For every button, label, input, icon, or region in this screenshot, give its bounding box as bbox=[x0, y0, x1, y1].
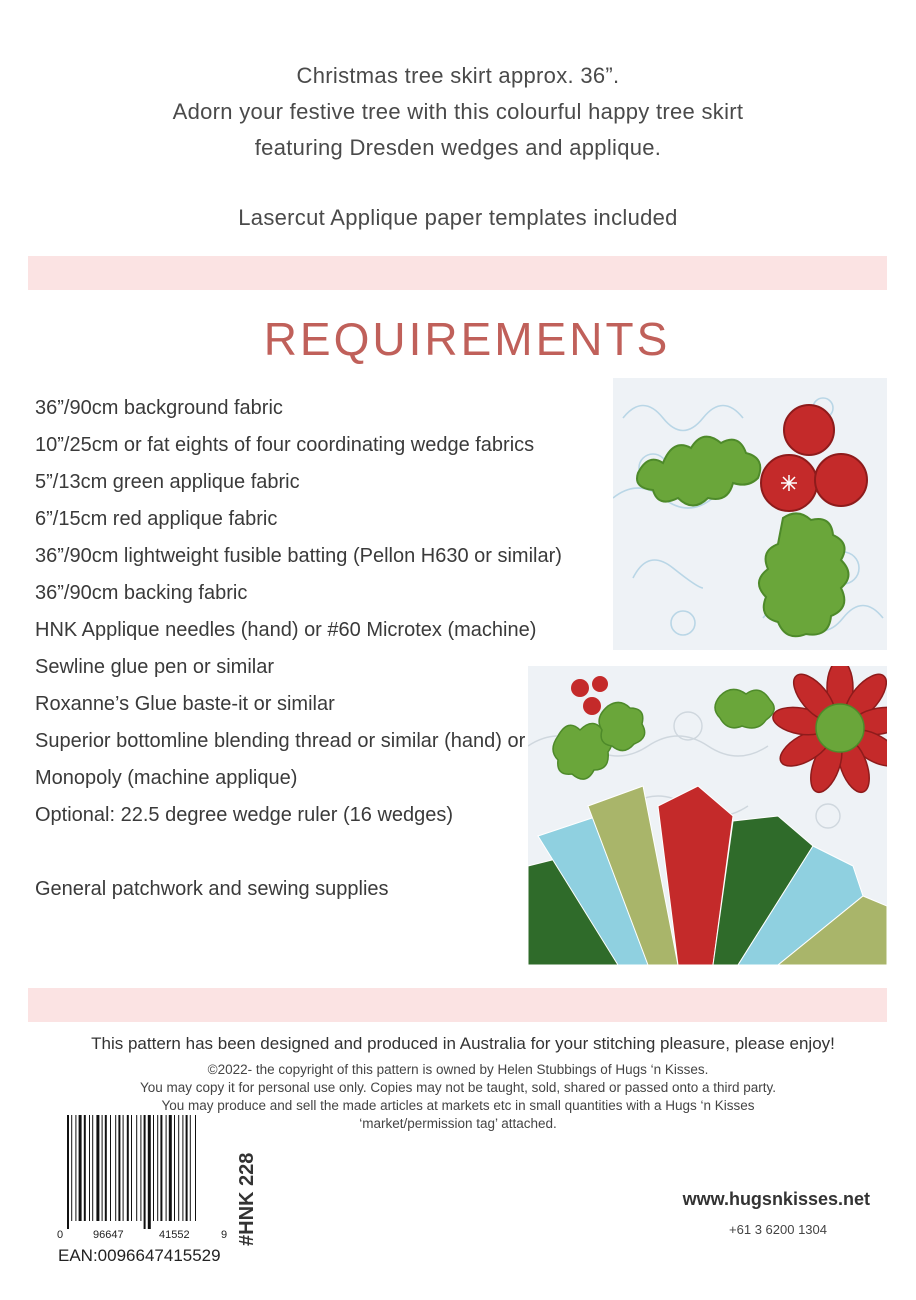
barcode-bar bbox=[96, 1115, 99, 1221]
dresden-illustration bbox=[528, 666, 887, 965]
barcode-bar bbox=[118, 1115, 120, 1221]
dresden-photo bbox=[528, 666, 887, 965]
list-item: Sewline glue pen or similar bbox=[35, 656, 275, 678]
barcode-bar bbox=[178, 1115, 179, 1221]
sku-label: #HNK 228 bbox=[236, 1152, 258, 1246]
top-divider-band bbox=[28, 256, 887, 290]
list-item: Optional: 22.5 degree wedge ruler (16 wedges) bbox=[35, 804, 454, 826]
requirements-list bbox=[35, 390, 562, 908]
barcode-bar bbox=[127, 1115, 129, 1221]
footer-message: This pattern has been designed and produced in Australia for your stitching pleasure, please enjoy! bbox=[91, 1034, 835, 1053]
barcode-bar bbox=[182, 1115, 183, 1221]
barcode-bar bbox=[136, 1115, 137, 1221]
barcode-digit-group-1: 96647 bbox=[93, 1229, 124, 1241]
holly-illustration bbox=[613, 378, 887, 650]
barcode bbox=[55, 1113, 235, 1243]
bottom-divider-band bbox=[28, 988, 887, 1022]
barcode-digit-group-2: 41552 bbox=[159, 1229, 190, 1241]
barcode-graphic bbox=[55, 1113, 235, 1243]
intro-line-3: featuring Dresden wedges and applique. bbox=[254, 135, 662, 160]
barcode-bar bbox=[166, 1115, 167, 1221]
barcode-bar bbox=[105, 1115, 107, 1221]
barcode-bar bbox=[190, 1115, 191, 1221]
barcode-bar bbox=[67, 1115, 69, 1229]
list-item: 10”/25cm or fat eights of four coordinating wedge fabrics bbox=[35, 434, 535, 456]
list-item: General patchwork and sewing supplies bbox=[35, 878, 389, 900]
copyright-line-4: ‘market/permission tag’ attached. bbox=[359, 1116, 557, 1131]
list-item: 36”/90cm backing fabric bbox=[35, 582, 248, 604]
barcode-bar bbox=[79, 1115, 82, 1221]
barcode-bar bbox=[131, 1115, 132, 1221]
barcode-bar bbox=[144, 1115, 146, 1229]
barcode-bar bbox=[123, 1115, 124, 1221]
barcode-bar bbox=[89, 1115, 90, 1221]
copyright-line-1: ©2022- the copyright of this pattern is owned by Helen Stubbings of Hugs ‘n Kisses. bbox=[207, 1062, 709, 1077]
barcode-bar bbox=[84, 1115, 86, 1221]
list-item: HNK Applique needles (hand) or #60 Microtex (machine) bbox=[35, 619, 537, 641]
list-item: Roxanne’s Glue baste-it or similar bbox=[35, 693, 335, 715]
barcode-bar bbox=[157, 1115, 158, 1221]
barcode-bar bbox=[148, 1115, 151, 1229]
barcode-digit-2: 9 bbox=[221, 1229, 228, 1241]
barcode-bar bbox=[174, 1115, 175, 1221]
barcode-bar bbox=[71, 1115, 72, 1221]
list-item: 6”/15cm red applique fabric bbox=[35, 508, 278, 530]
copyright-line-3: You may produce and sell the made articles at markets etc in small quantities with a Hugs ‘n Kisses bbox=[161, 1098, 755, 1113]
barcode-bar bbox=[186, 1115, 188, 1221]
intro-line-4: Lasercut Applique paper templates included bbox=[238, 205, 678, 230]
barcode-bar bbox=[153, 1115, 154, 1221]
intro-line-2: Adorn your festive tree with this colourful happy tree skirt bbox=[172, 99, 744, 124]
requirements-title: REQUIREMENTS bbox=[263, 313, 671, 365]
phone-number: +61 3 6200 1304 bbox=[729, 1222, 827, 1237]
holly-photo bbox=[613, 378, 887, 650]
ean-number: EAN:0096647415529 bbox=[58, 1246, 221, 1265]
intro-text bbox=[0, 58, 916, 236]
intro-line-1: Christmas tree skirt approx. 36”. bbox=[296, 63, 620, 88]
website-link[interactable]: www.hugsnkisses.net bbox=[682, 1189, 870, 1209]
barcode-bar bbox=[140, 1115, 141, 1221]
barcode-bar bbox=[75, 1115, 76, 1221]
barcode-bar bbox=[102, 1115, 103, 1221]
barcode-bar bbox=[195, 1115, 196, 1221]
list-item: 5”/13cm green applique fabric bbox=[35, 471, 300, 493]
barcode-bar bbox=[110, 1115, 111, 1221]
barcode-bar bbox=[115, 1115, 116, 1221]
barcode-bar bbox=[92, 1115, 93, 1221]
list-item: 36”/90cm background fabric bbox=[35, 397, 283, 419]
barcode-bar bbox=[160, 1115, 162, 1221]
barcode-digit-1: 0 bbox=[57, 1229, 64, 1241]
copyright-line-2: You may copy it for personal use only. Copies may not be taught, sold, shared or passed onto a third party. bbox=[139, 1080, 777, 1095]
list-item: Superior bottomline blending thread or similar (hand) or bbox=[35, 730, 526, 752]
sku-code bbox=[236, 1140, 264, 1250]
barcode-bar bbox=[169, 1115, 172, 1221]
list-item: Monopoly (machine applique) bbox=[35, 767, 298, 789]
list-item: 36”/90cm lightweight fusible batting (Pellon H630 or similar) bbox=[35, 545, 562, 567]
